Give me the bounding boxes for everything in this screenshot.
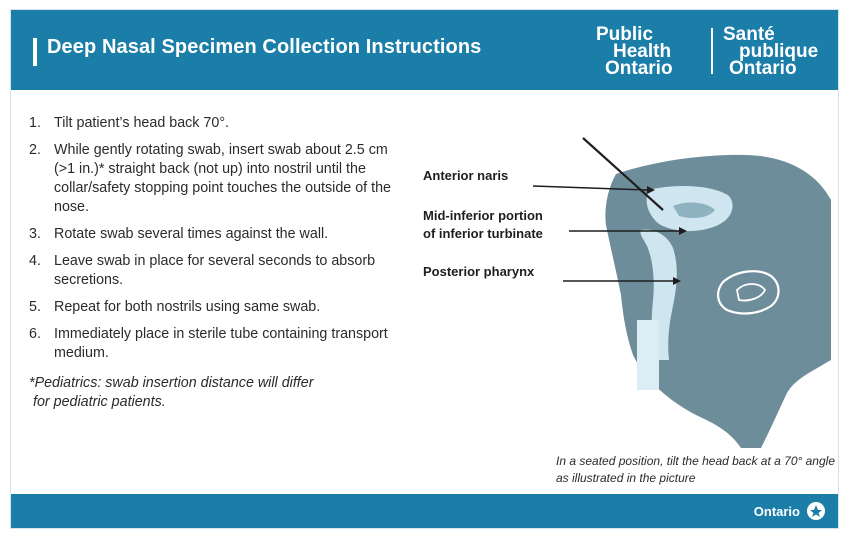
trillium-icon (806, 501, 826, 521)
instruction-steps (29, 114, 409, 371)
title-accent-bar (33, 38, 37, 66)
label-anterior-naris: Anterior naris (423, 168, 509, 183)
page-title: Deep Nasal Specimen Collection Instructions (47, 36, 482, 58)
step-text: While gently rotating swab, insert swab about 2.5 cm (>1 in.)* straight back (not up) into nostril until the collar/safety stopping point touches the outside of the nose. (54, 142, 391, 215)
step-item (29, 252, 409, 290)
step-text: Leave swab in place for several seconds to absorb secretions. (54, 253, 376, 288)
ontario-logo-text: Ontario (753, 504, 800, 519)
note-line: for pediatric patients. (33, 394, 166, 410)
step-number: 2. (29, 142, 41, 158)
step-text: Rotate swab several times against the wall. (54, 226, 329, 242)
step-item (29, 325, 409, 363)
label-turbinate-line1: Mid-inferior portion (423, 208, 543, 223)
step-item (29, 114, 409, 133)
step-number: 5. (29, 299, 41, 315)
step-item (29, 225, 409, 244)
head-illustration (411, 110, 841, 490)
logo-fr-line: Santé (723, 24, 775, 45)
instruction-card (10, 9, 839, 529)
trachea (637, 320, 659, 390)
step-text: Repeat for both nostrils using same swab. (54, 299, 321, 315)
logo-en-line: Public (596, 24, 654, 45)
logo-en-line: Health (613, 41, 672, 62)
header-banner (11, 10, 838, 90)
step-text: Tilt patient’s head back 70°. (54, 115, 230, 131)
logo-fr-line: publique (739, 41, 819, 62)
step-item (29, 298, 409, 317)
logo-fr-line: Ontario (729, 58, 797, 79)
step-number: 4. (29, 253, 41, 269)
step-item (29, 141, 409, 217)
note-line: *Pediatrics: swab insertion distance will differ (29, 375, 314, 391)
step-number: 3. (29, 226, 41, 242)
pediatric-note (29, 374, 389, 412)
public-health-ontario-logo (596, 26, 673, 77)
step-number: 6. (29, 326, 41, 342)
sante-publique-ontario-logo (723, 26, 818, 77)
figure-caption: In a seated position, tilt the head back at a 70° angle as illustrated in the picture (556, 454, 835, 485)
logo-divider (711, 28, 713, 74)
footer-banner (11, 494, 838, 528)
label-turbinate-line2: of inferior turbinate (423, 226, 543, 241)
step-text: Immediately place in sterile tube containing transport medium. (54, 326, 388, 361)
step-number: 1. (29, 115, 41, 131)
label-posterior-pharynx: Posterior pharynx (423, 264, 535, 279)
logo-en-line: Ontario (605, 58, 673, 79)
